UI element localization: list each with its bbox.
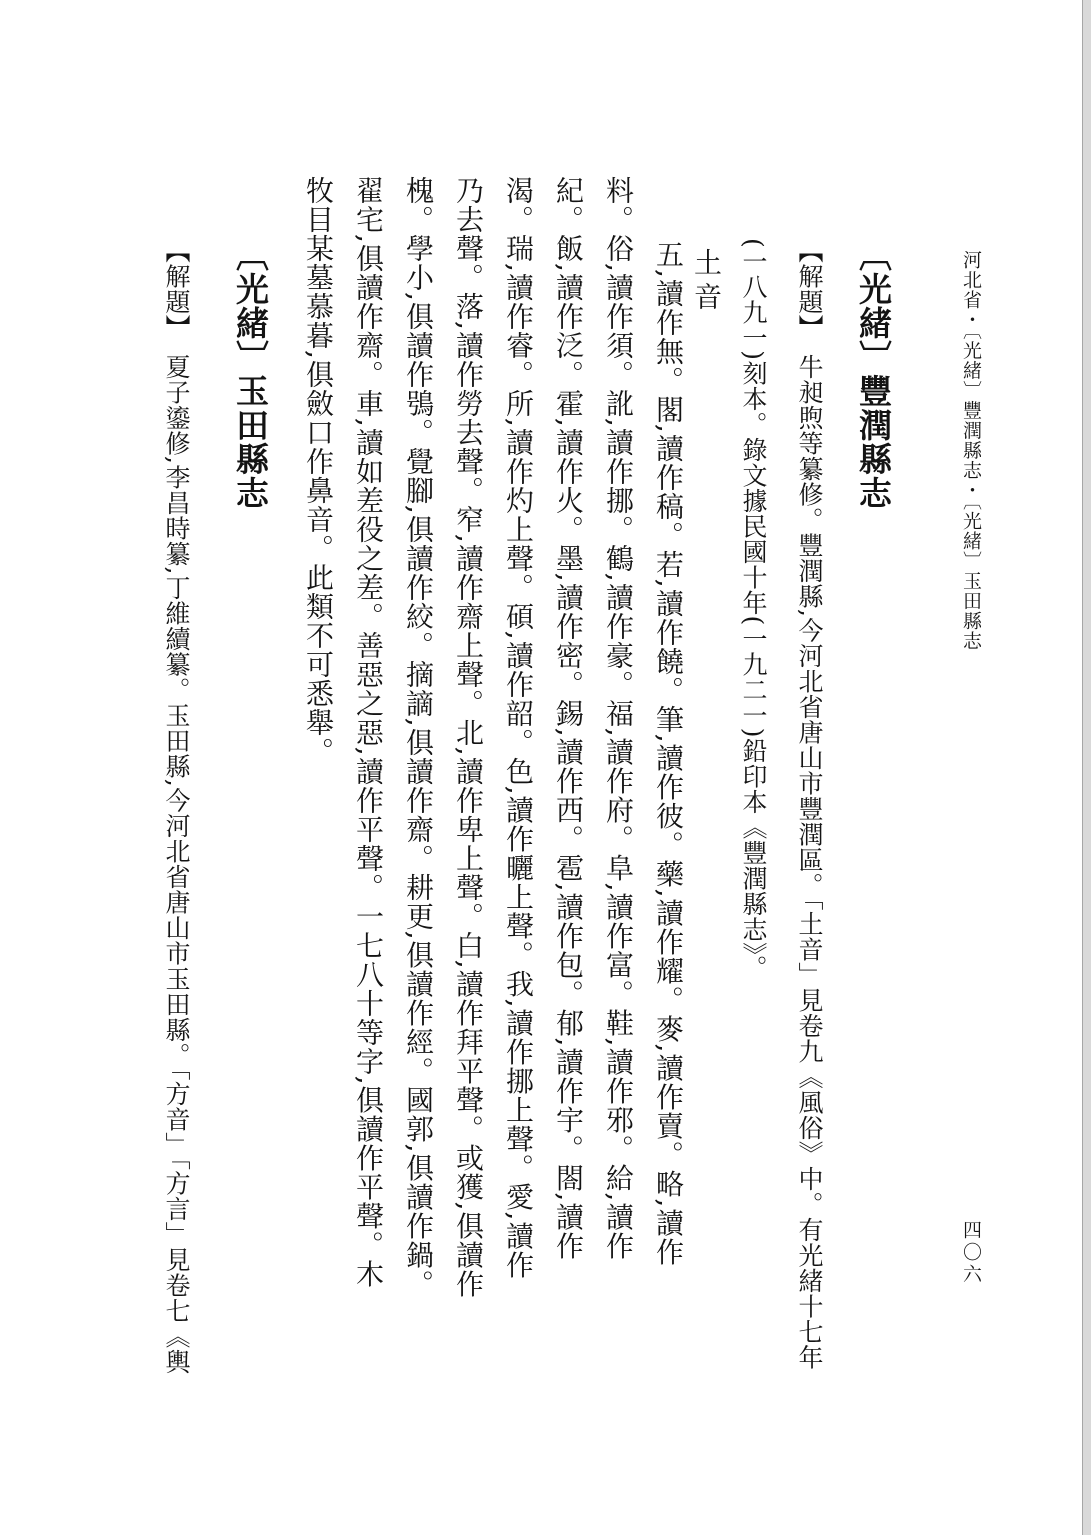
body-column-5: 乃去聲。落,讀作勞去聲。窄,讀作齋上聲。北,讀作卑上聲。白,讀作拜平聲。或獲,俱讀作 xyxy=(452,176,485,1299)
jieti-text: 牛昶煦等纂修。豐潤縣,今河北省唐山市豐潤區。「土音」見卷九《風俗》中。有光緒十七年 xyxy=(795,354,824,1370)
body-column-4: 渴。瑞,讀作睿。所,讀作灼上聲。碩,讀作韶。色,讀作曬上聲。我,讀作挪上聲。愛,讀作 xyxy=(502,176,535,1280)
yutian-jieti-line-1 xyxy=(164,238,189,1374)
jieti-label: 【解題】 xyxy=(795,238,824,340)
body-column-6: 槐。學小,俱讀作鴞。覺腳,俱讀作絞。摘謫,俱讀作齋。耕更,俱讀作經。國郭,俱讀作鍋。 xyxy=(402,176,435,1299)
body-column-3: 紀。飯,讀作泛。霍,讀作火。墨,讀作密。錫,讀作西。雹,讀作包。郁,讀作宇。閤,讀作 xyxy=(552,176,585,1261)
fengrun-jieti-line-1 xyxy=(797,238,822,1370)
fengrun-jieti-line-2: (一八九一)刻本。錄文據民國十年(一九二一)鉛印本《豐潤縣志》。 xyxy=(739,238,768,981)
section-heading: 土音 xyxy=(690,248,723,316)
body-column-7: 翟宅,俱讀作齋。車,讀如差役之差。善惡之惡,讀作平聲。一七八十等字,俱讀作平聲。木 xyxy=(352,176,385,1289)
entry-title-fengrun: 〔光緒〕豐潤縣志 xyxy=(854,238,893,510)
jieti-text: 夏子鎏修,李昌時纂,丁維續纂。玉田縣,今河北省唐山市玉田縣。「方音」「方言」見卷七《輿 xyxy=(162,354,191,1375)
body-column-2: 料。俗,讀作須。訛,讀作挪。鶴,讀作豪。福,讀作府。阜,讀作富。鞋,讀作邪。給,讀作 xyxy=(602,176,635,1261)
body-column-8: 牧目某墓慕暮,俱斂口作鼻音。此類不可悉舉。 xyxy=(302,176,335,766)
running-header: 河北省・〔光緒〕豐潤縣志・〔光緒〕玉田縣志 xyxy=(960,250,982,651)
page-number: 四〇六 xyxy=(960,1220,982,1286)
body-column-1: 五,讀作無。閣,讀作稿。若,讀作饒。筆,讀作彼。藥,讀作耀。麥,讀作賣。略,讀作 xyxy=(652,240,685,1267)
jieti-label: 【解題】 xyxy=(162,238,191,340)
entry-title-yutian: 〔光緒〕玉田縣志 xyxy=(231,238,270,510)
page-edge-strip xyxy=(1082,0,1091,1535)
